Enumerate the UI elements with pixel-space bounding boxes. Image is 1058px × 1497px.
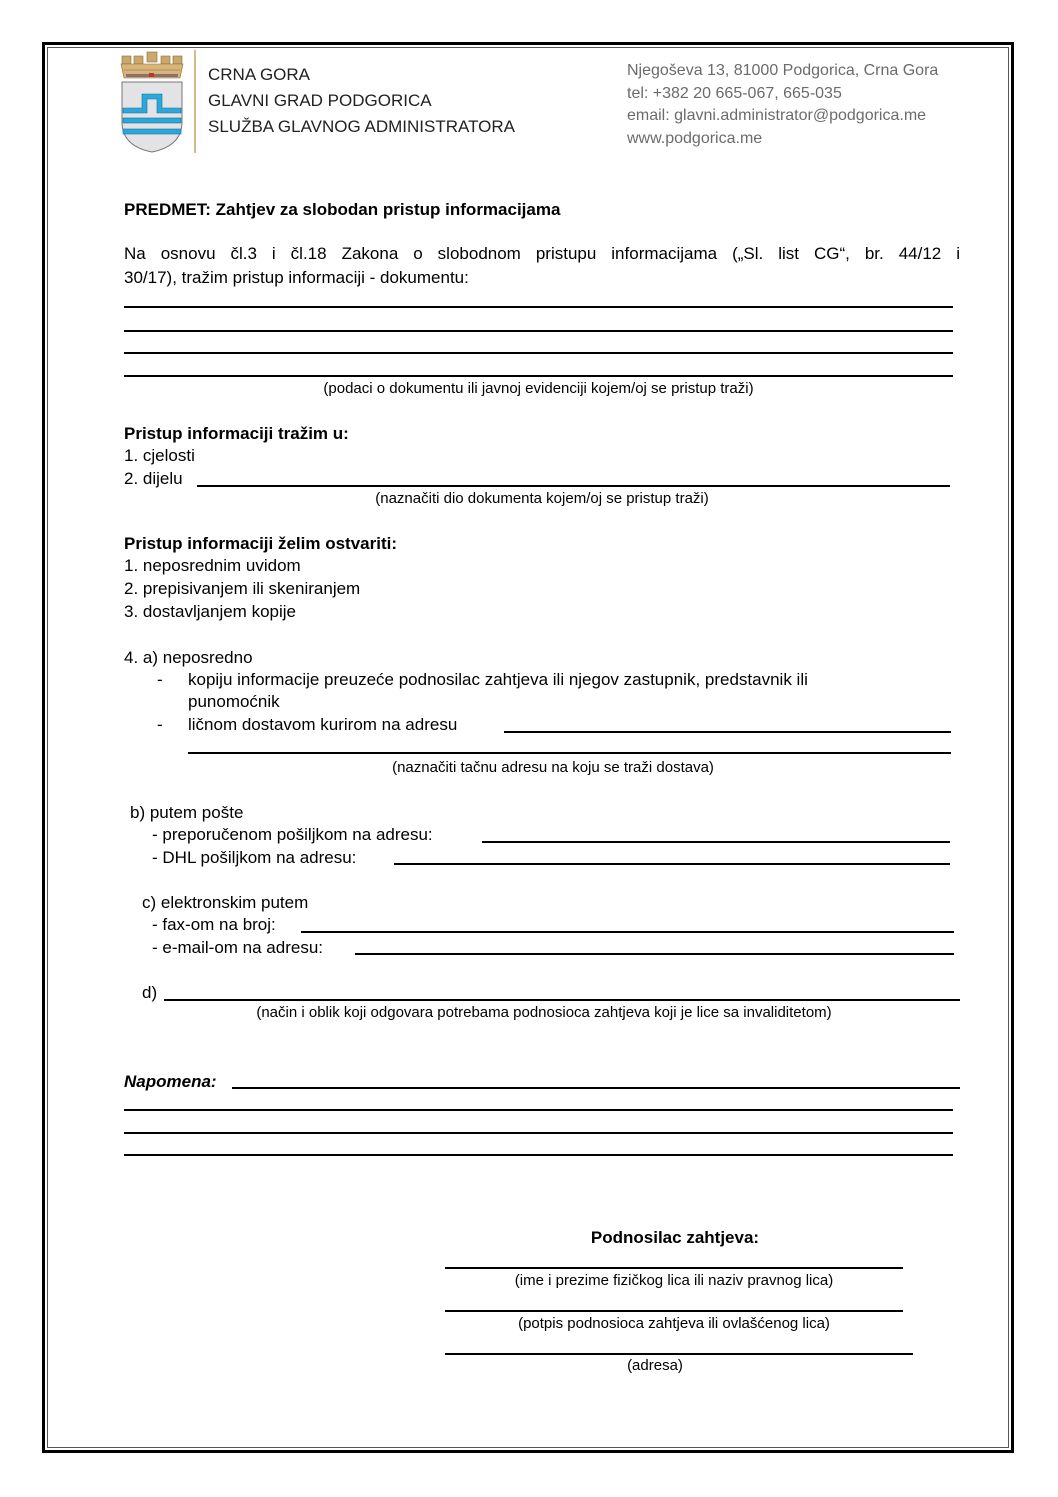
option-c-fax: - fax-om na broj:: [152, 915, 276, 934]
registered-mail-address-line[interactable]: [482, 841, 950, 843]
coat-of-arms-icon: [118, 50, 186, 154]
intro-line-1: Na osnovu čl.3 i čl.18 Zakona o slobodnom pristupu informacijama („Sl. list CG“, br. 44/12 i: [124, 244, 960, 263]
organization-block: [208, 62, 515, 140]
courier-address-line-1[interactable]: [504, 731, 951, 733]
dhl-address-line[interactable]: [394, 863, 950, 865]
intro-line-2: 30/17), tražim pristup informaciji - dokumentu:: [124, 268, 469, 287]
note-line-1[interactable]: [232, 1087, 960, 1089]
document-field-line-3[interactable]: [124, 352, 953, 354]
method-option-3[interactable]: 3. dostavljanjem kopije: [124, 602, 296, 621]
method-option-1[interactable]: 1. neposrednim uvidom: [124, 556, 301, 575]
contact-address: Njegoševa 13, 81000 Podgorica, Crna Gora: [627, 62, 939, 79]
document-field-line-2[interactable]: [124, 330, 953, 332]
part-field-line[interactable]: [197, 485, 950, 487]
applicant-signature-caption: (potpis podnosioca zahtjeva ili ovlašćenog lica): [518, 1315, 830, 1332]
option-4a-label[interactable]: 4. a) neposredno: [124, 648, 253, 667]
option-c-label[interactable]: c) elektronskim putem: [142, 893, 309, 912]
applicant-address-line[interactable]: [445, 1353, 913, 1355]
document-field-line-1[interactable]: [124, 306, 953, 308]
part-field-caption: (naznačiti dio dokumenta kojem/oj se pristup traži): [375, 490, 709, 507]
contact-email[interactable]: email: glavni.administrator@podgorica.me: [627, 107, 927, 124]
applicant-name-caption: (ime i prezime fizičkog lica ili naziv pravnog lica): [514, 1272, 834, 1289]
applicant-name-line[interactable]: [445, 1267, 903, 1269]
signature-heading: Podnosilac zahtjeva:: [590, 1228, 760, 1247]
option-c-email: - e-mail-om na adresu:: [152, 938, 324, 957]
org-line-city: GLAVNI GRAD PODGORICA: [208, 91, 432, 110]
document-field-caption: (podaci o dokumentu ili javnoj evidenciji kojem/oj se pristup traži): [323, 380, 754, 397]
option-d-line[interactable]: [164, 999, 960, 1001]
method-heading: Pristup informaciji želim ostvariti:: [124, 534, 398, 553]
org-line-office: SLUŽBA GLAVNOG ADMINISTRATORA: [208, 117, 516, 136]
header-divider: [194, 50, 196, 153]
option-d-label[interactable]: d): [142, 983, 158, 1002]
email-address-line[interactable]: [355, 953, 954, 955]
courier-address-caption: (naznačiti tačnu adresu na koju se traži dostava): [392, 759, 714, 776]
contact-website[interactable]: www.podgorica.me: [627, 129, 763, 147]
option-d-caption: (način i oblik koji odgovara potrebama podnosioca zahtjeva koji je lice sa invaliditetom): [256, 1004, 832, 1021]
fax-number-line[interactable]: [301, 931, 954, 933]
method-option-2[interactable]: 2. prepisivanjem ili skeniranjem: [124, 579, 361, 598]
scope-option-whole[interactable]: 1. cjelosti: [124, 446, 195, 465]
contact-phone: tel: +382 20 665-067, 665-035: [627, 84, 842, 102]
note-label: Napomena:: [124, 1072, 217, 1091]
contact-block: [627, 60, 938, 150]
applicant-signature-line[interactable]: [445, 1310, 903, 1312]
note-line-2[interactable]: [124, 1109, 953, 1111]
option-4a-courier: ličnom dostavom kurirom na adresu: [188, 715, 458, 734]
subject-title: Zahtjev za slobodan pristup informacijama: [215, 200, 561, 219]
applicant-address-caption: (adresa): [627, 1357, 683, 1374]
courier-address-line-2[interactable]: [188, 752, 951, 754]
option-b-registered: - preporučenom pošiljkom na adresu:: [152, 825, 433, 844]
bullet-dash-2: -: [157, 715, 163, 734]
option-b-label[interactable]: b) putem pošte: [130, 803, 244, 822]
scope-option-part[interactable]: 2. dijelu: [124, 469, 183, 488]
org-line-country: CRNA GORA: [208, 65, 311, 84]
note-line-3[interactable]: [124, 1132, 953, 1134]
note-line-4[interactable]: [124, 1154, 953, 1156]
document-field-line-4[interactable]: [124, 375, 953, 377]
option-4a-pickup-line1: kopiju informacije preuzeće podnosilac zahtjeva ili njegov zastupnik, predstavnik ili: [188, 670, 808, 689]
option-b-dhl: - DHL pošiljkom na adresu:: [152, 848, 357, 867]
bullet-dash-1: -: [157, 670, 163, 689]
scope-heading: Pristup informaciji tražim u:: [124, 424, 349, 443]
subject-line: [124, 200, 560, 220]
option-4a-pickup-line2: punomoćnik: [188, 692, 280, 711]
subject-label: PREDMET:: [124, 200, 211, 219]
